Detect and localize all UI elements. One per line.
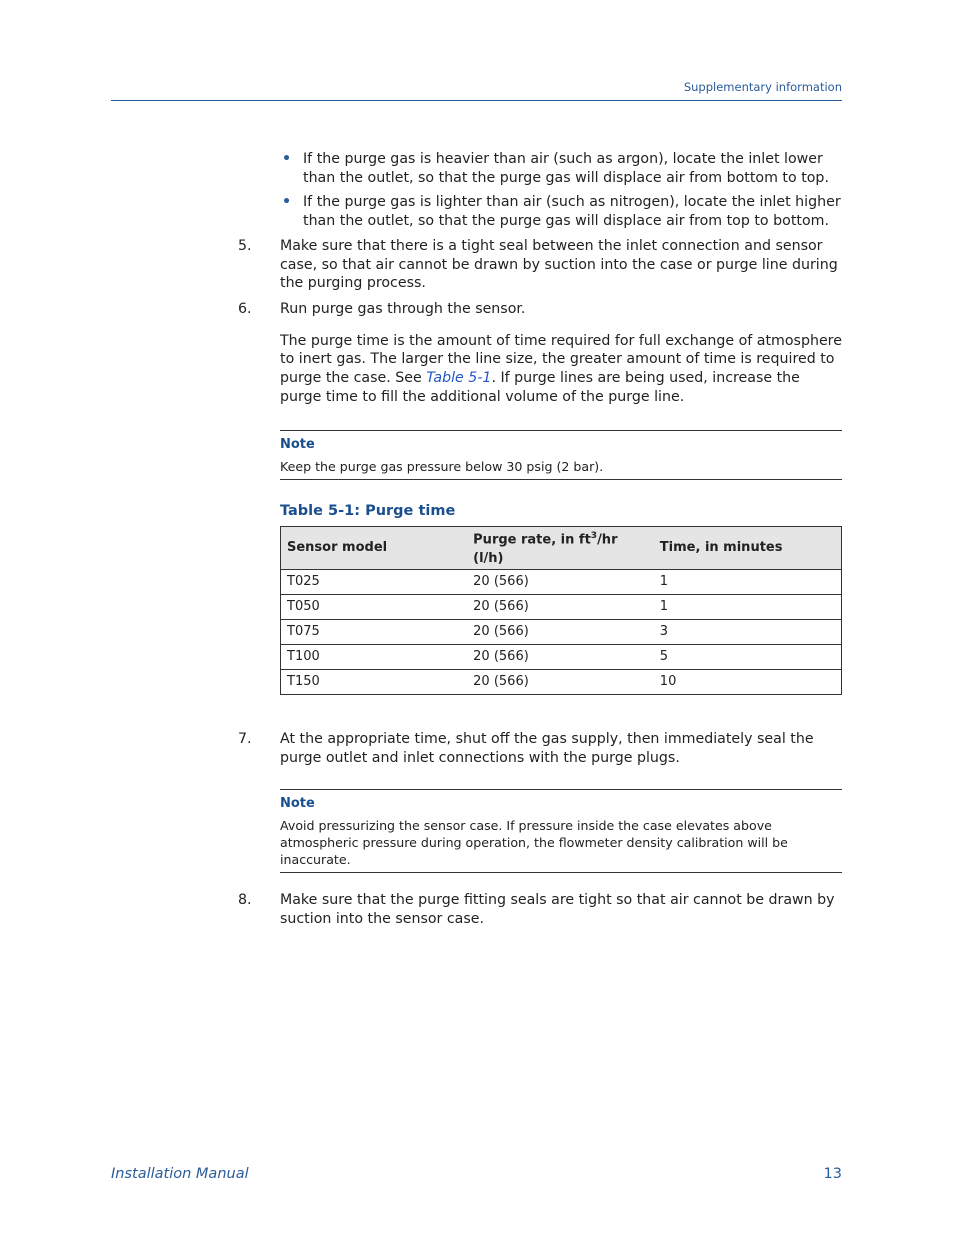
bullet-item: [280, 150, 842, 187]
bullet-list: [238, 150, 842, 231]
bullet-icon: •: [282, 151, 292, 167]
cell-purge-rate: 20 (566): [467, 569, 654, 594]
cell-sensor-model: T150: [281, 669, 468, 694]
step-number: 7.: [238, 730, 252, 747]
purge-time-table: [280, 526, 842, 695]
column-header-sensor-model: Sensor model: [281, 527, 468, 570]
step-text: Make sure that the purge fitting seals are tight so that air cannot be drawn by suction into the sensor case.: [280, 892, 835, 927]
header-divider: [111, 100, 842, 101]
bullet-text: If the purge gas is heavier than air (such as argon), locate the inlet lower than the outlet, so that the purge gas will displace air from bottom to top.: [303, 151, 829, 186]
paragraph-text: The purge time is the amount of time required for full exchange of atmosphere to inert gas. The larger the line size, the greater amount of time is required to purge the case. See: [280, 332, 842, 387]
step-number: 5.: [238, 237, 252, 254]
cell-sensor-model: T075: [281, 619, 468, 644]
cell-time: 5: [654, 644, 842, 669]
note-box-pressurizing: [280, 789, 842, 873]
cell-purge-rate: 20 (566): [467, 619, 654, 644]
table-row: [281, 594, 842, 619]
page-number: 13: [823, 1166, 842, 1182]
note-box-pressure: [280, 430, 842, 480]
cell-time: 10: [654, 669, 842, 694]
cell-purge-rate: 20 (566): [467, 669, 654, 694]
cell-purge-rate: 20 (566): [467, 594, 654, 619]
cell-sensor-model: T100: [281, 644, 468, 669]
cell-purge-rate: 20 (566): [467, 644, 654, 669]
table-row: [281, 619, 842, 644]
cell-time: 3: [654, 619, 842, 644]
column-header-purge-rate: Purge rate, in $ft^3/hr$ (l/h): [467, 527, 654, 570]
bullet-item: [280, 193, 842, 230]
table-row: [281, 644, 842, 669]
cell-sensor-model: T025: [281, 569, 468, 594]
cell-sensor-model: T050: [281, 594, 468, 619]
purge-time-paragraph: [238, 332, 842, 407]
bullet-text: If the purge gas is lighter than air (such as nitrogen), locate the inlet higher than the outlet, so that the purge gas will displace air from top to bottom.: [303, 194, 841, 230]
footer-manual-title: Installation Manual: [111, 1166, 249, 1182]
paragraph-text: . If purge lines are being used, increase the purge time to fill the additional volume of the purge line.: [280, 370, 800, 405]
column-header-time: Time, in minutes: [654, 527, 842, 570]
step-number: 8.: [238, 892, 252, 909]
table-row: [281, 569, 842, 594]
table-caption: Table 5-1: Purge time: [280, 503, 456, 520]
step-text: Make sure that there is a tight seal between the inlet connection and sensor case, so that air cannot be drawn by suction into the case or purge line during the purging process.: [280, 237, 838, 292]
table-reference-link[interactable]: Table 5-1: [426, 370, 492, 387]
step-6: [238, 300, 842, 319]
cell-time: 1: [654, 569, 842, 594]
step-text: Run purge gas through the sensor.: [280, 300, 526, 317]
table-header-row: [281, 527, 842, 570]
note-title: Note: [280, 796, 315, 812]
main-content: [238, 150, 842, 936]
step-8: [238, 891, 842, 928]
note-body: Keep the purge gas pressure below 30 psig (2 bar).: [280, 459, 604, 475]
step-7: [238, 730, 842, 767]
running-header: Supplementary information: [683, 80, 842, 94]
cell-time: 1: [654, 594, 842, 619]
bullet-icon: •: [282, 194, 292, 211]
table-row: [281, 669, 842, 694]
note-title: Note: [280, 437, 315, 453]
note-body: Avoid pressurizing the sensor case. If pressure inside the case elevates above atmospheric pressure during operation, the flowmeter density calibration will be inaccurate.: [280, 818, 788, 868]
step-number: 6.: [238, 300, 252, 317]
step-5: [238, 237, 842, 293]
step-text: At the appropriate time, shut off the gas supply, then immediately seal the purge outlet and inlet connections with the purge plugs.: [280, 730, 814, 766]
